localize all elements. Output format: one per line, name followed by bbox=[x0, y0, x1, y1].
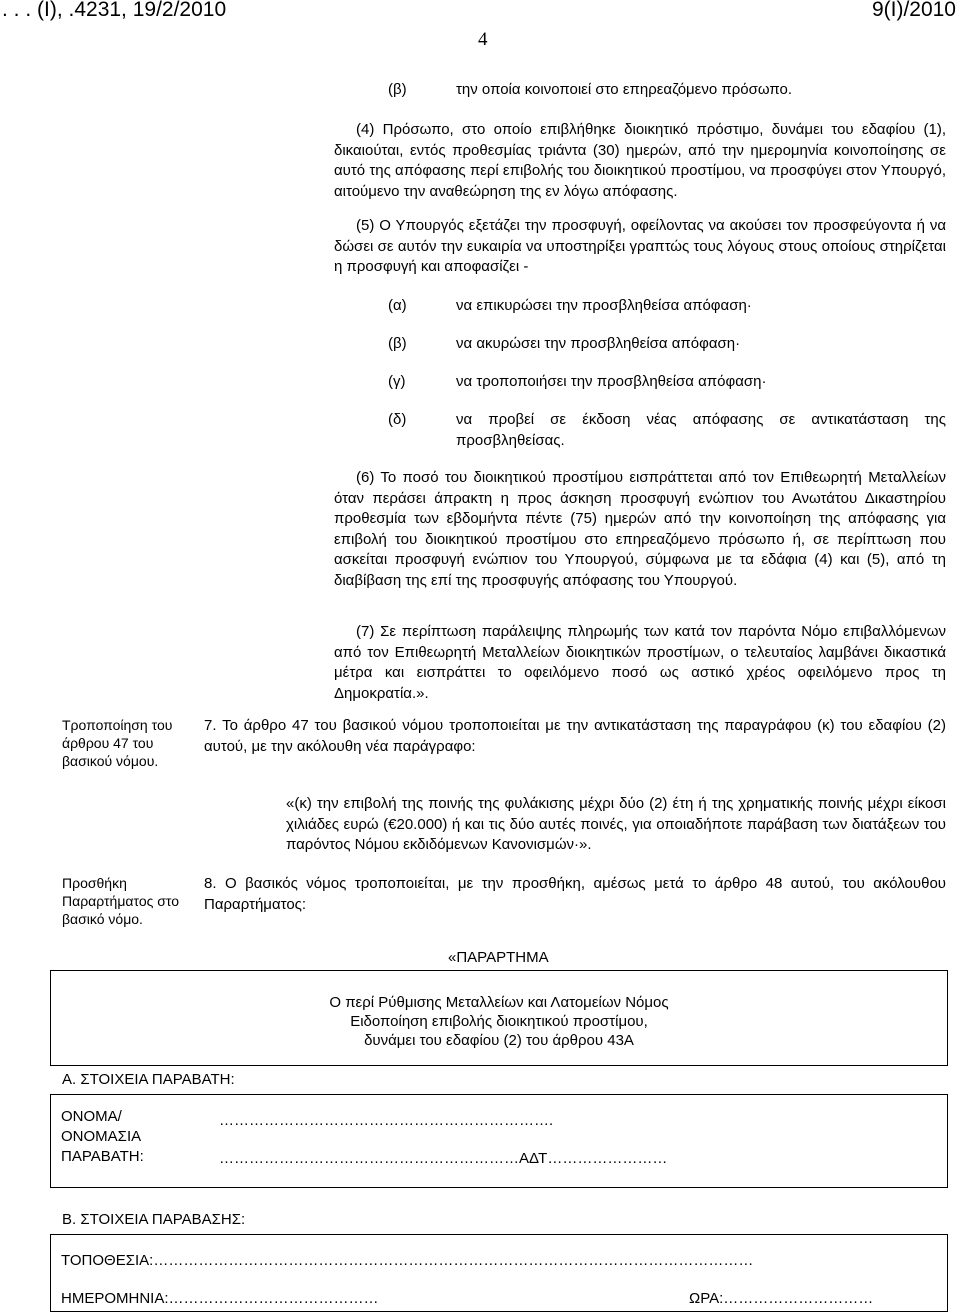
header-reference: . . . (Ι), .4231, 19/2/2010 bbox=[2, 0, 227, 21]
offender-name-box bbox=[50, 1094, 948, 1188]
paragraph-5: (5) Ο Υπουργός εξετάζει την προσφυγή, οφείλοντας να ακούσει τον προσφεύγοντα ή να δώσει σε αυτόν την ευκαιρία να υποστηρίξει γραπτώς τους λόγους στους οποίους στηρίζεται η προσφυγή και αποφασίζει - bbox=[334, 217, 946, 275]
id-number-field[interactable]: ……………………………………………………ΑΔΤ…………………… bbox=[219, 1150, 668, 1167]
offender-name-label: ΟΝΟΜΑ/ ΟΝΟΜΑΣΙΑ ΠΑΡΑΒΑΤΗ: bbox=[61, 1108, 144, 1165]
annex-title: «ΠΑΡΑΡΤΗΜΑ bbox=[448, 949, 549, 966]
form-heading-line: δυνάμει του εδαφίου (2) του άρθρου 43Α bbox=[364, 1032, 634, 1049]
section-8: 8. Ο βασικός νόμος τροποποιείται, με την προσθήκη, αμέσως μετά το άρθρο 48 αυτού, του ακόλουθου Παραρτήματος: bbox=[204, 875, 946, 913]
page-number: 4 bbox=[478, 29, 488, 50]
item-text: να επικυρώσει την προσβληθείσα απόφαση· bbox=[456, 297, 752, 314]
item-label: (δ) bbox=[388, 411, 407, 428]
item-label: (β) bbox=[388, 81, 407, 98]
date-field[interactable]: ΗΜΕΡΟΜΗΝΙΑ:…………………………………… bbox=[61, 1290, 379, 1307]
item-text: να προβεί σε έκδοση νέας απόφασης σε αντικατάσταση της προσβληθείσας. bbox=[456, 411, 946, 449]
location-field[interactable]: ΤΟΠΟΘΕΣΙΑ:………………………………………………………………………………………………………… bbox=[61, 1252, 754, 1269]
section-b-label: Β. ΣΤΟΙΧΕΙΑ ΠΑΡΑΒΑΣΗΣ: bbox=[62, 1211, 246, 1228]
form-heading-line: Ο περί Ρύθμισης Μεταλλείων και Λατομείων Νόμος bbox=[329, 994, 669, 1011]
item-label: (α) bbox=[388, 297, 407, 314]
margin-note: Προσθήκη Παραρτήματος στο βασικό νόμο. bbox=[62, 875, 180, 927]
quoted-paragraph-k: «(κ) την επιβολή της ποινής της φυλάκισης μέχρι δύο (2) έτη ή της χρηματικής ποινής μέχρι είκοσι χιλιάδες ευρώ (€20.000) ή και τις δύο αυτές ποινές, για οποιαδήποτε παράβαση των διατάξεων του παρόντος Νόμου εκδιδόμενων Κανονισμών·». bbox=[286, 795, 946, 853]
section-a-label: Α. ΣΤΟΙΧΕΙΑ ΠΑΡΑΒΑΤΗ: bbox=[62, 1071, 235, 1088]
time-field[interactable]: ΩΡΑ:………………………… bbox=[689, 1290, 874, 1307]
form-heading-line: Ειδοποίηση επιβολής διοικητικού προστίμου, bbox=[350, 1013, 648, 1030]
paragraph-4: (4) Πρόσωπο, στο οποίο επιβλήθηκε διοικητικό πρόστιμο, δυνάμει του εδαφίου (1), δικαιούται, εντός προθεσμίας τριάντα (30) ημερών, από την ημερομηνία κοινοποίησης σε αυτό της απόφασης περί επιβολής του διοικητικού προστίμου, να προσφύγει στον Υπουργό, αιτούμενο την αναθεώρηση της εν λόγω απόφασης. bbox=[334, 121, 946, 200]
item-text: να ακυρώσει την προσβληθείσα απόφαση· bbox=[456, 335, 741, 352]
item-text: να τροποποιήσει την προσβληθείσα απόφαση· bbox=[456, 373, 767, 390]
form-heading-box bbox=[50, 970, 948, 1066]
margin-note: Τροποποίηση του άρθρου 47 του βασικού νόμου. bbox=[62, 717, 173, 769]
paragraph-7: (7) Σε περίπτωση παράλειψης πληρωμής των κατά τον παρόντα Νόμο επιβαλλόμενων από τον Επιθεωρητή Μεταλλείων διοικητικών προστίμων, ο τελευταίος λαμβάνει δικαστικά μέτρα και εισπράττει το οφειλόμενο ποσό ως αστικό χρέος οφειλόμενο προς τη Δημοκρατία.». bbox=[334, 623, 946, 702]
offender-name-field[interactable]: …………………………………………………………. bbox=[219, 1112, 554, 1129]
section-7: 7. Το άρθρο 47 του βασικού νόμου τροποποιείται με την αντικατάσταση της παραγράφου (κ) του εδαφίου (2) αυτού, με την ακόλουθη νέα παράγραφο: bbox=[204, 717, 946, 755]
paragraph-6: (6) Το ποσό του διοικητικού προστίμου εισπράττεται από τον Επιθεωρητή Μεταλλείων όταν περάσει άπρακτη η προς άσκηση προσφυγή ενώπιον του Ανωτάτου Δικαστηρίου προθεσμία των εβδομήντα πέντε (75) ημερών από την κοινοποίηση της απόφασης για επιβολή του διοικητικού προστίμου στο επηρεαζόμενο πρόσωπο ή, σε περίπτωση που ασκείται προσφυγή ενώπιον του Υπουργού, σύμφωνα με τα εδάφια (4) και (5), από τη διαβίβαση της επί της προσφυγής απόφασης του Υπουργού. bbox=[334, 469, 946, 589]
header-law-number: 9(Ι)/2010 bbox=[871, 0, 956, 21]
item-label: (β) bbox=[388, 335, 407, 352]
item-text: την οποία κοινοποιεί στο επηρεαζόμενο πρόσωπο. bbox=[456, 81, 793, 98]
item-label: (γ) bbox=[388, 373, 406, 390]
offence-details-box bbox=[50, 1234, 948, 1312]
